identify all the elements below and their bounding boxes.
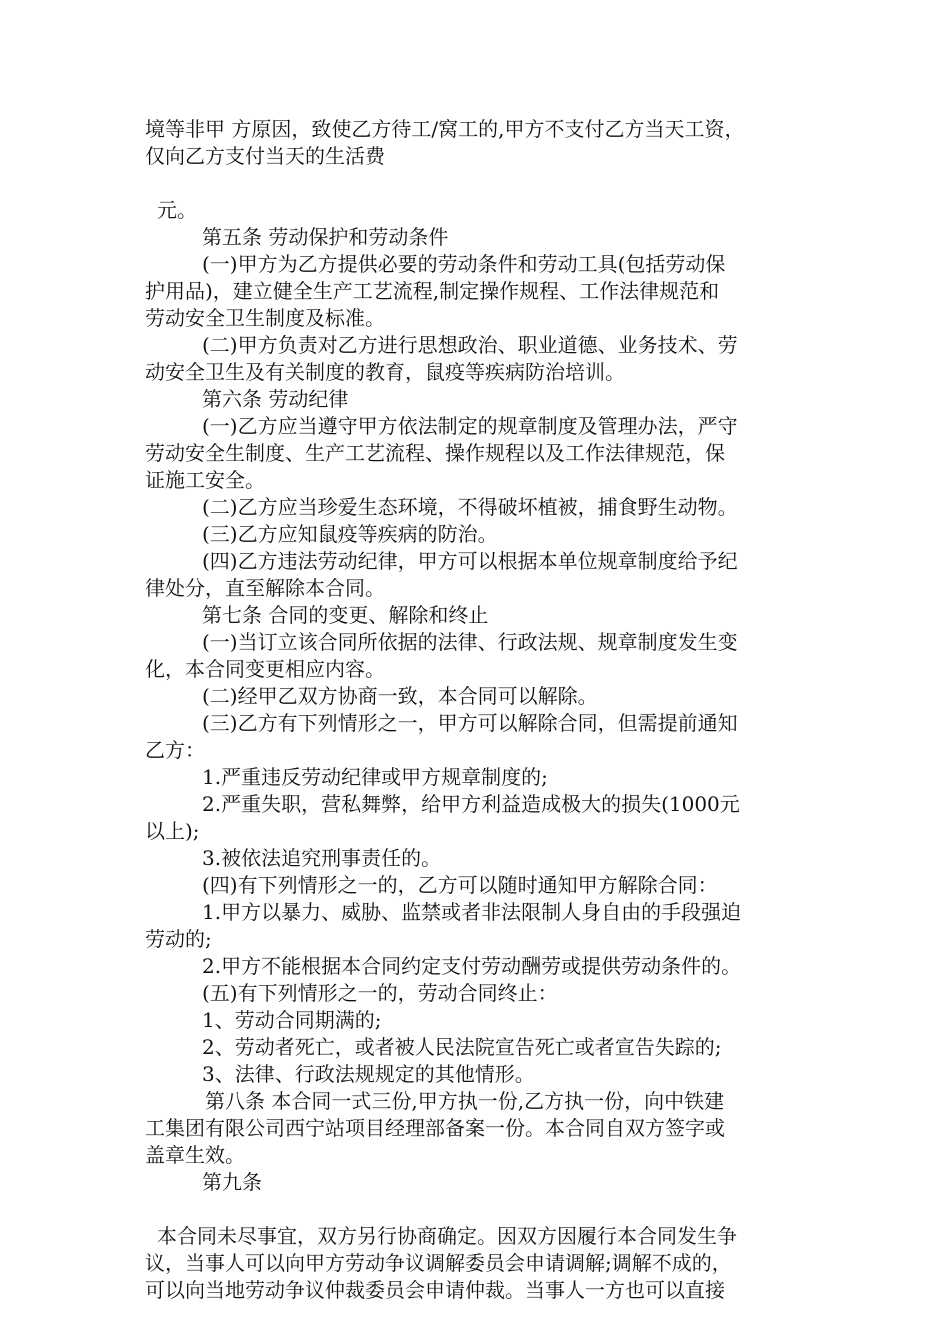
text-line: 境等非甲 方原因，致使乙方待工/窝工的,甲方不支付乙方当天工资， — [145, 117, 745, 141]
text-line: 工集团有限公司西宁站项目经理部备案一份。本合同自双方签字或 — [145, 1116, 725, 1140]
text-line: 劳动安全卫生制度及标准。 — [145, 306, 385, 330]
text-line: (二)乙方应当珍爱生态环境，不得破坏植被，捕食野生动物。 — [202, 495, 738, 519]
text-line: 1、劳动合同期满的; — [202, 1008, 382, 1032]
text-line: (一)乙方应当遵守甲方依法制定的规章制度及管理办法，严守 — [202, 414, 738, 438]
text-line: 盖章生效。 — [145, 1143, 245, 1167]
text-line: 乙方： — [145, 738, 205, 762]
text-line: (五)有下列情形之一的，劳动合同终止： — [202, 981, 558, 1005]
text-line: 劳动安全生制度、生产工艺流程、操作规程以及工作法律规范，保 — [145, 441, 725, 465]
article-6-heading: 第六条 劳动纪律 — [202, 387, 349, 411]
text-line: 化，本合同变更相应内容。 — [145, 657, 385, 681]
contract-text — [145, 116, 825, 1304]
text-line: (四)有下列情形之一的，乙方可以随时通知甲方解除合同： — [202, 873, 718, 897]
text-line: 2.甲方不能根据本合同约定支付劳动酬劳或提供劳动条件的。 — [202, 954, 742, 978]
text-line: 1.严重违反劳动纪律或甲方规章制度的; — [202, 765, 548, 789]
text-line: 3、法律、行政法规规定的其他情形。 — [202, 1062, 535, 1086]
article-5-heading: 第五条 劳动保护和劳动条件 — [202, 225, 449, 249]
text-line: (二)甲方负责对乙方进行思想政治、职业道德、业务技术、劳 — [202, 333, 738, 357]
text-line: 律处分，直至解除本合同。 — [145, 576, 385, 600]
text-line: (一)甲方为乙方提供必要的劳动条件和劳动工具(包括劳动保 — [202, 252, 726, 276]
text-line: 本合同未尽事宜，双方另行协商确定。因双方因履行本合同发生争 — [157, 1224, 737, 1248]
text-line: 证施工安全。 — [145, 468, 265, 492]
text-line: 护用品)，建立健全生产工艺流程,制定操作规程、工作法律规范和 — [145, 279, 720, 303]
article-8-heading: 第八条 本合同一式三份,甲方执一份,乙方执一份，向中铁建 — [205, 1089, 725, 1113]
text-line: 动安全卫生及有关制度的教育，鼠疫等疾病防治培训。 — [145, 360, 625, 384]
text-line: (二)经甲乙双方协商一致，本合同可以解除。 — [202, 684, 598, 708]
article-7-heading: 第七条 合同的变更、解除和终止 — [202, 603, 489, 627]
text-line: 2、劳动者死亡，或者被人民法院宣告死亡或者宣告失踪的; — [202, 1035, 722, 1059]
text-line: (一)当订立该合同所依据的法律、行政法规、规章制度发生变 — [202, 630, 738, 654]
text-line: 2.严重失职，营私舞弊，给甲方利益造成极大的损失(1000元 — [202, 792, 740, 816]
text-line: 议，当事人可以向甲方劳动争议调解委员会申请调解;调解不成的， — [145, 1251, 732, 1275]
text-line: 元。 — [157, 198, 197, 222]
text-line: (三)乙方应知鼠疫等疾病的防治。 — [202, 522, 498, 546]
text-line: (四)乙方违法劳动纪律，甲方可以根据本单位规章制度给予纪 — [202, 549, 738, 573]
article-9-heading: 第九条 — [202, 1170, 262, 1194]
text-line: (三)乙方有下列情形之一，甲方可以解除合同，但需提前通知 — [202, 711, 738, 735]
text-line: 可以向当地劳动争议仲裁委员会申请仲裁。当事人一方也可以直接 — [145, 1278, 725, 1302]
text-line: 3.被依法追究刑事责任的。 — [202, 846, 442, 870]
text-line: 1.甲方以暴力、威胁、监禁或者非法限制人身自由的手段强迫 — [202, 900, 742, 924]
text-line: 劳动的; — [145, 927, 212, 951]
text-line: 仅向乙方支付当天的生活费 — [145, 144, 385, 168]
text-line: 以上); — [145, 819, 200, 843]
